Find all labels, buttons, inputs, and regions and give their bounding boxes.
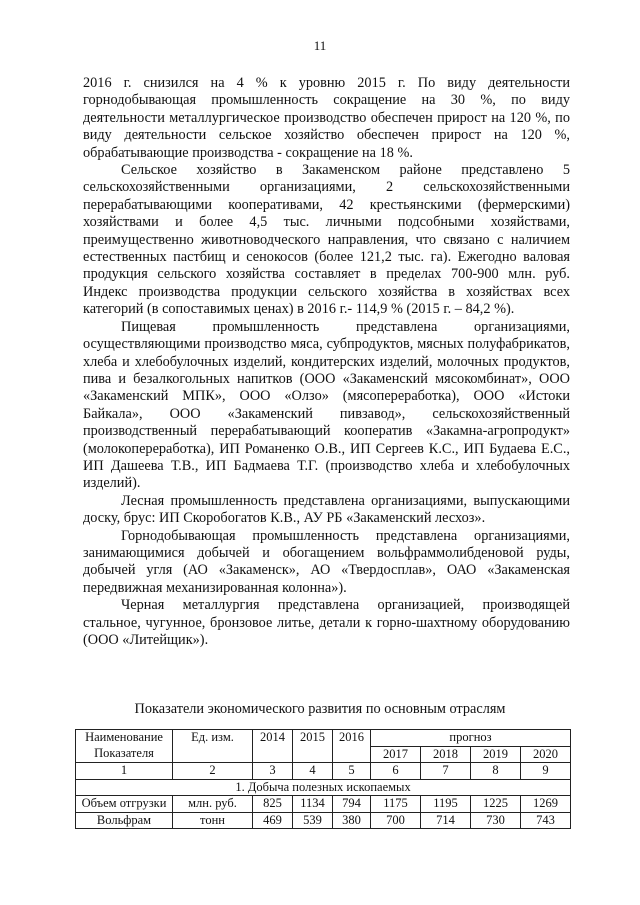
paragraph: Горнодобывающая промышленность представлена организациями, занимающимися добычей и обогащением вольфраммолибденовой руды, добычей угля (АО «Закаменск», АО «Твердосплав», ОАО «Закаменская передвижная механизированная колонна»). <box>83 527 570 596</box>
column-number: 7 <box>421 763 471 780</box>
table-header-row <box>76 730 571 747</box>
row-value: 743 <box>521 812 571 829</box>
section-row <box>76 779 571 796</box>
row-value: 825 <box>253 796 293 813</box>
column-number: 1 <box>76 763 173 780</box>
paragraph: Пищевая промышленность представлена организациями, осуществляющими производство мяса, субпродуктов, мясных полуфабрикатов, хлеба и хлебобулочных изделий, кондитерских изделий, молочных продуктов, пива и безалкогольных напитков (ООО «Закаменский мясокомбинат», ООО «Закаменский МПК», ООО «Олзо» (мясопереработка), ООО «Истоки Байкала», ООО «Закаменский пивзавод», сельскохозяйственный производственный перерабатывающий кооператив «Закамна-агропродукт» (молокопереработка), ИП Романенко О.В., ИП Сергеев К.С., ИП Будаева Е.С., ИП Дашеева Т.В., ИП Бадмаева Т.Г. (производство хлеба и хлебобулочных изделий). <box>83 318 570 492</box>
paragraph: Лесная промышленность представлена организациями, выпускающими доску, брус: ИП Скоробогатов К.В., АУ РБ «Закаменский лесхоз». <box>83 492 570 527</box>
header-year: 2016 <box>333 730 371 763</box>
row-value: 700 <box>371 812 421 829</box>
row-unit: млн. руб. <box>173 796 253 813</box>
table-title: Показатели экономического развития по основным отраслям <box>134 701 506 717</box>
row-value: 1195 <box>421 796 471 813</box>
row-value: 730 <box>471 812 521 829</box>
header-forecast-year: 2017 <box>371 746 421 763</box>
paragraph: Сельское хозяйство в Закаменском районе представлено 5 сельскохозяйственными организациями, 2 сельскохозяйственными перерабатывающими кооперативами, 42 крестьянскими (фермерскими) хозяйствами и более 4,5 тыс. личными подсобными хозяйствами, преимущественно животноводческого направления, что связано с наличием естественных пастбищ и сенокосов (более 121,2 тыс. га). Ежегодно валовая продукция сельского хозяйства составляет в пределах 700-900 млн. руб. Индекс производства продукции сельского хозяйства в хозяйствах всех категорий (в сопоставимых ценах) в 2016 г.- 114,9 % (2015 г. – 84,2 %). <box>83 162 570 318</box>
table-row <box>76 796 571 813</box>
column-number: 8 <box>471 763 521 780</box>
header-forecast-year: 2020 <box>521 746 571 763</box>
row-name: Вольфрам <box>76 812 173 829</box>
row-value: 380 <box>333 812 371 829</box>
column-number: 5 <box>333 763 371 780</box>
column-number-row <box>76 763 571 780</box>
page-number: 11 <box>313 38 327 53</box>
row-value: 1175 <box>371 796 421 813</box>
row-value: 714 <box>421 812 471 829</box>
header-year: 2014 <box>253 730 293 763</box>
header-year: 2015 <box>293 730 333 763</box>
row-value: 539 <box>293 812 333 829</box>
row-value: 794 <box>333 796 371 813</box>
header-unit: Ед. изм. <box>173 730 253 763</box>
column-number: 4 <box>293 763 333 780</box>
row-unit: тонн <box>173 812 253 829</box>
row-name: Объем отгрузки <box>76 796 173 813</box>
header-forecast: прогноз <box>371 730 571 747</box>
document-body <box>83 75 570 649</box>
table-row <box>76 812 571 829</box>
column-number: 9 <box>521 763 571 780</box>
indicators-table <box>75 729 571 829</box>
paragraph: Черная металлургия представлена организацией, производящей стальное, чугунное, бронзовое литье, детали к горно-шахтному оборудованию (ООО «Литейщик»). <box>83 597 570 648</box>
row-value: 1225 <box>471 796 521 813</box>
row-value: 1269 <box>521 796 571 813</box>
column-number: 6 <box>371 763 421 780</box>
row-value: 469 <box>253 812 293 829</box>
column-number: 3 <box>253 763 293 780</box>
header-name: Наименование Показателя <box>76 730 173 763</box>
section-title: 1. Добыча полезных ископаемых <box>76 779 571 796</box>
row-value: 1134 <box>293 796 333 813</box>
header-forecast-year: 2018 <box>421 746 471 763</box>
header-forecast-year: 2019 <box>471 746 521 763</box>
column-number: 2 <box>173 763 253 780</box>
paragraph: 2016 г. снизился на 4 % к уровню 2015 г. По виду деятельности горнодобывающая промышленность сокращение на 30 %, по виду деятельности металлургическое производство обеспечен прирост на 120 %, по виду деятельности сельское хозяйство обеспечен прирост на 120 %, обрабатывающие производства - сокращение на 18 %. <box>83 75 570 161</box>
